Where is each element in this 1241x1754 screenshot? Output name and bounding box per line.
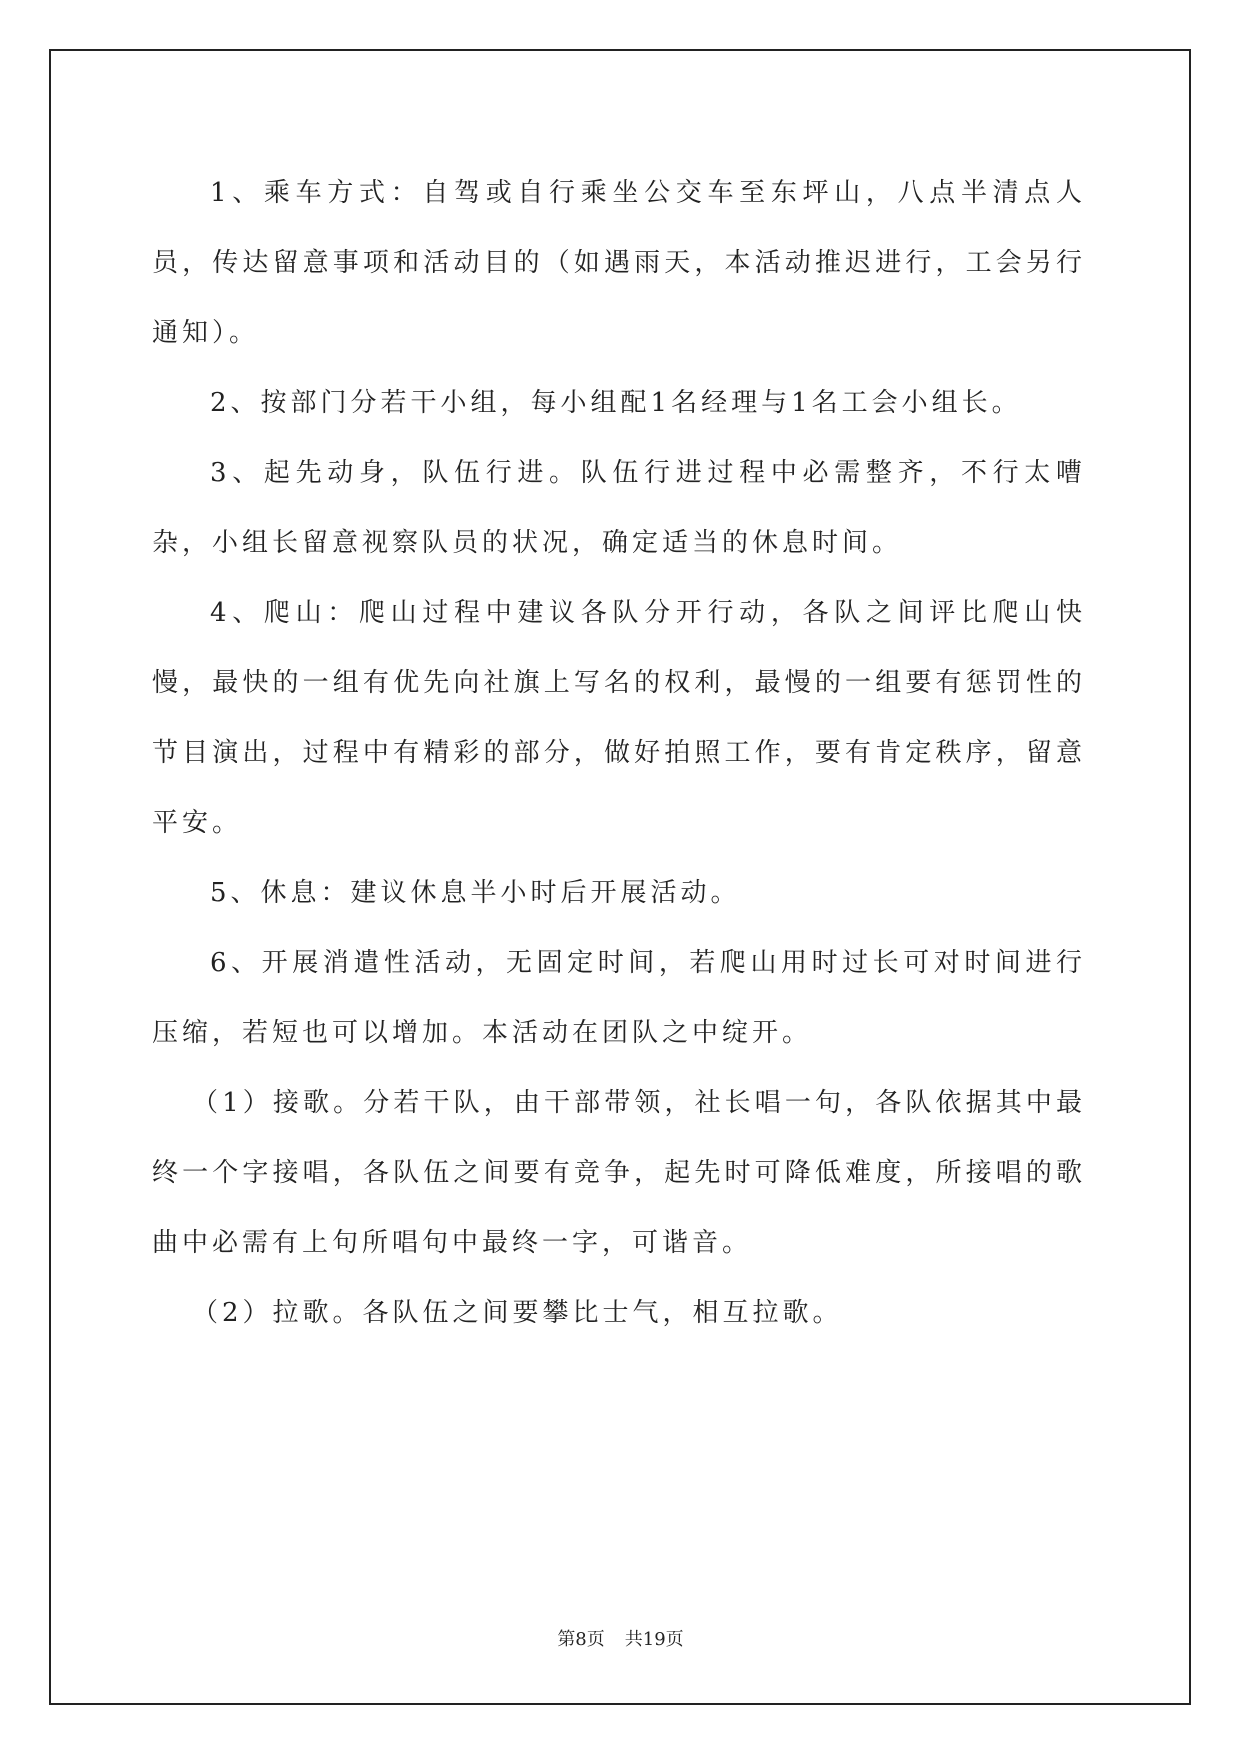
paragraph-3: 3、起先动身，队伍行进。队伍行进过程中必需整齐，不行太嘈杂，小组长留意视察队员的状况，确定适当的休息时间。 xyxy=(152,458,1086,558)
paragraph-1: 1、乘车方式：自驾或自行乘坐公交车至东坪山，八点半清点人员，传达留意事项和活动目的（如遇雨天，本活动推迟进行，工会另行通知）。 xyxy=(152,178,1086,348)
paragraph-4: 4、爬山：爬山过程中建议各队分开行动，各队之间评比爬山快慢，最快的一组有优先向社旗上写名的权利，最慢的一组要有惩罚性的节目演出，过程中有精彩的部分，做好拍照工作，要有肯定秩序，留意平安。 xyxy=(152,598,1086,838)
page-number: 第8页 xyxy=(557,1629,605,1650)
page-total: 共19页 xyxy=(624,1629,684,1650)
document-body xyxy=(152,158,1086,1348)
paragraph-6-2: （2）拉歌。各队伍之间要攀比士气，相互拉歌。 xyxy=(192,1298,843,1328)
paragraph-2: 2、按部门分若干小组，每小组配1名经理与1名工会小组长。 xyxy=(210,388,1022,418)
page-footer xyxy=(0,1625,1241,1651)
paragraph-6-1: （1）接歌。分若干队，由干部带领，社长唱一句，各队依据其中最终一个字接唱，各队伍之间要有竞争，起先时可降低难度，所接唱的歌曲中必需有上句所唱句中最终一字，可谐音。 xyxy=(152,1088,1086,1258)
paragraph-6: 6、开展消遣性活动，无固定时间，若爬山用时过长可对时间进行压缩，若短也可以增加。本活动在团队之中绽开。 xyxy=(152,948,1086,1048)
paragraph-5: 5、休息：建议休息半小时后开展活动。 xyxy=(210,878,741,908)
